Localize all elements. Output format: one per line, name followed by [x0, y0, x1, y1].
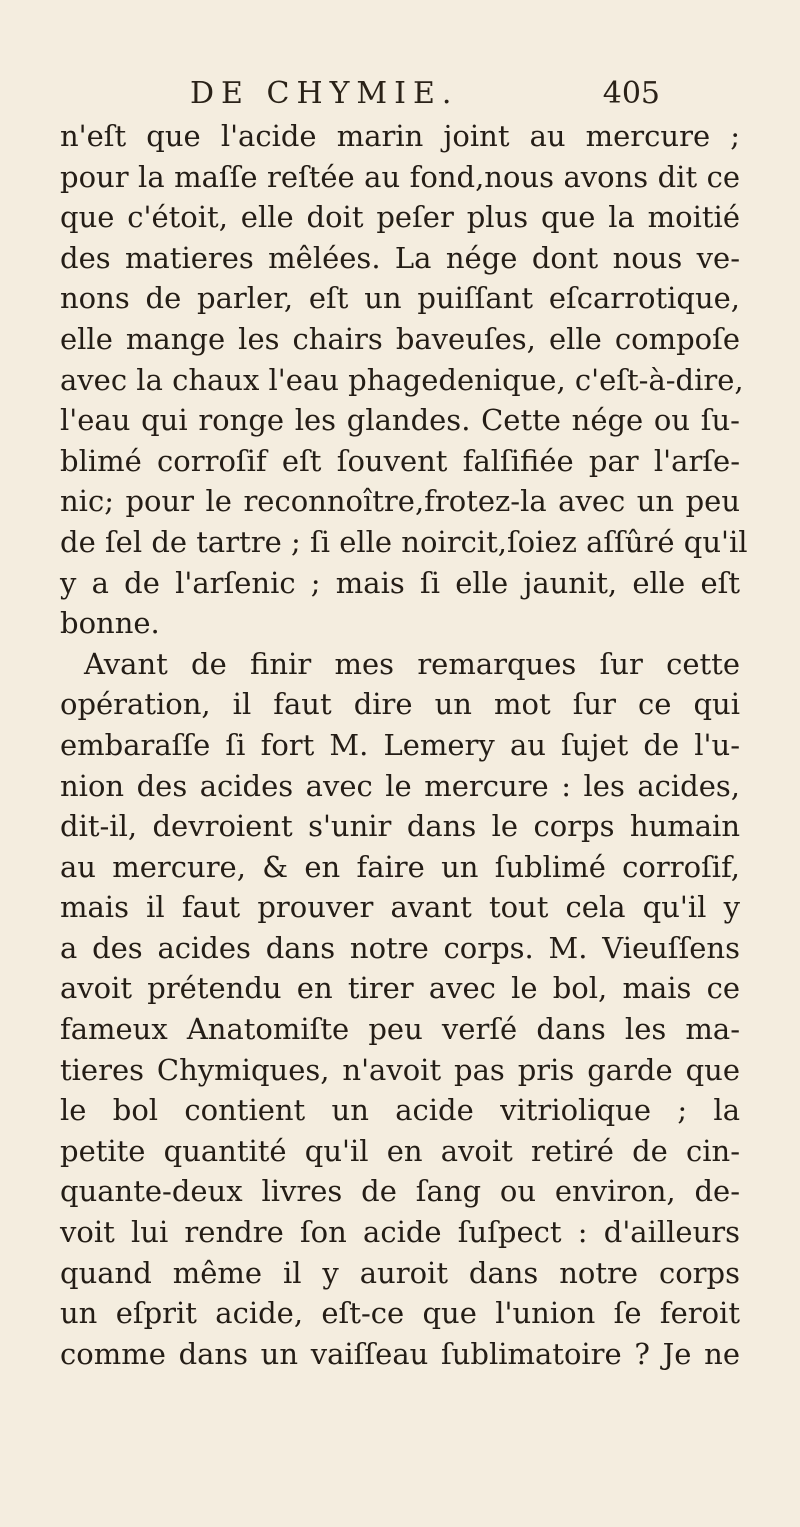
text-line: nic; pour le reconnoître,frotez-la avec un peu [60, 484, 740, 519]
paragraph-start-line: Avant de finir mes remarques ſur cette [84, 646, 740, 681]
text-line: l'eau qui ronge les glandes. Cette nége ou ſu- [60, 403, 740, 438]
text-line: mais il faut prouver avant tout cela qu'il y [60, 890, 740, 925]
text-line: dit-il, devroient s'unir dans le corps humain [60, 809, 740, 844]
text-line: elle mange les chairs baveuſes, elle compoſe [60, 321, 740, 356]
text-line: au mercure, & en faire un ſublimé corroſif, [60, 849, 740, 884]
text-line: avoit prétendu en tirer avec le bol, mais ce [60, 971, 740, 1006]
body-text [60, 116, 748, 1374]
page-number: 405 [602, 76, 660, 111]
text-line: a des acides dans notre corps. M. Vieuſſens [60, 930, 740, 965]
paragraph-end-line: bonne. [60, 606, 160, 641]
text-line: de ſel de tartre ; ſi elle noircit,ſoiez aſſûré qu'il [60, 524, 748, 559]
text-line: nons de parler, eſt un puiſſant eſcarrotique, [60, 281, 740, 316]
page-header [190, 76, 660, 116]
text-line: des matieres mêlées. La nége dont nous ve- [60, 240, 740, 275]
text-line: voit lui rendre ſon acide ſuſpect : d'ailleurs [60, 1215, 740, 1250]
text-line: le bol contient un acide vitriolique ; la [60, 1093, 740, 1128]
text-line: un eſprit acide, eſt-ce que l'union ſe feroit [60, 1296, 740, 1331]
text-line: fameux Anatomiſte peu verſé dans les ma- [60, 1012, 740, 1047]
text-line: quante-deux livres de ſang ou environ, de- [60, 1174, 740, 1209]
text-line: y a de l'arſenic ; mais ſi elle jaunit, elle eſt [60, 565, 740, 600]
running-head: DE CHYMIE. [190, 76, 459, 111]
text-line: blimé corroſif eſt ſouvent falſifiée par l'arſe- [60, 443, 740, 478]
text-line: pour la maſſe reſtée au fond,nous avons dit ce [60, 159, 740, 194]
text-line: quand même il y auroit dans notre corps [60, 1255, 740, 1290]
text-line: avec la chaux l'eau phagedenique, c'eſt-à-dire, [60, 362, 744, 397]
text-line: opération, il faut dire un mot ſur ce qui [60, 687, 740, 722]
text-line: tieres Chymiques, n'avoit pas pris garde que [60, 1052, 740, 1087]
text-line: embaraſſe ſi fort M. Lemery au ſujet de l'u- [60, 727, 740, 762]
text-line: que c'étoit, elle doit peſer plus que la moitié [60, 200, 740, 235]
text-line: comme dans un vaiſſeau ſublimatoire ? Je ne [60, 1336, 740, 1371]
text-line: petite quantité qu'il en avoit retiré de cin- [60, 1133, 740, 1168]
text-line: nion des acides avec le mercure : les acides, [60, 768, 740, 803]
text-line: n'eſt que l'acide marin joint au mercure ; [60, 119, 740, 153]
